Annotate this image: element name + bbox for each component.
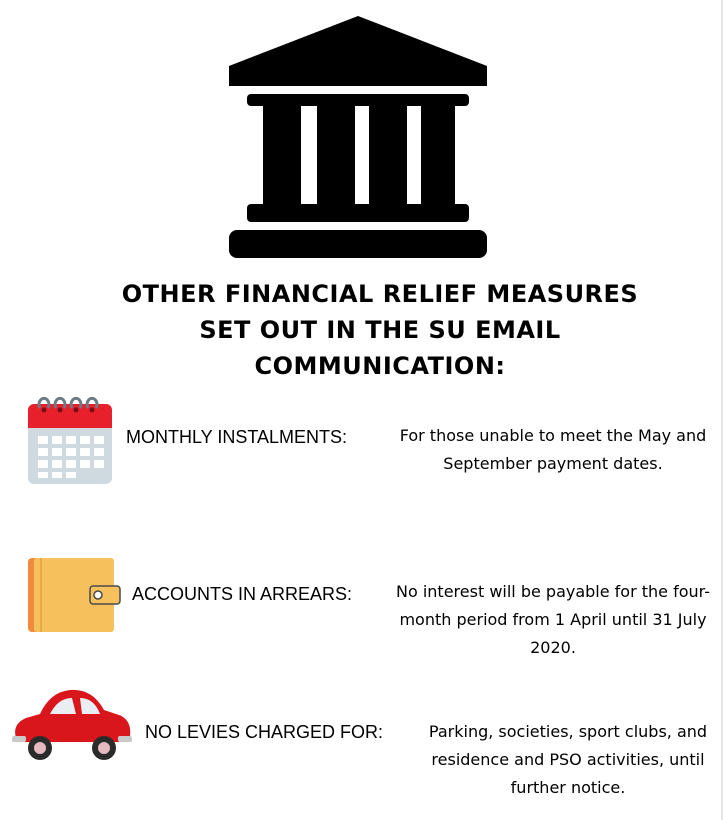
wallet-icon: [26, 556, 122, 634]
monthly-instalments-label: MONTHLY INSTALMENTS:: [126, 427, 348, 447]
calendar-icon: [26, 394, 114, 486]
heading-line: OTHER FINANCIAL RELIEF MEASURES: [121, 280, 639, 308]
accounts-in-arrears-label: ACCOUNTS IN ARREARS:: [132, 584, 353, 604]
description-line: further notice.: [510, 778, 626, 797]
description-line: For those unable to meet the May and: [399, 426, 707, 445]
bank-building-icon: [229, 16, 487, 258]
no-levies-label: NO LEVIES CHARGED FOR:: [145, 722, 384, 742]
description-line: September payment dates.: [443, 454, 663, 473]
description-line: month period from 1 April until 31 July: [399, 610, 707, 629]
page-heading: [60, 276, 700, 384]
heading-line: SET OUT IN THE SU EMAIL: [199, 316, 561, 344]
description-line: Parking, societies, sport clubs, and: [428, 722, 708, 741]
accounts-in-arrears-description: [380, 578, 723, 662]
description-line: 2020.: [530, 638, 576, 657]
car-icon: [10, 688, 134, 762]
no-levies-description: [410, 718, 723, 802]
description-line: No interest will be payable for the four-: [396, 582, 710, 601]
description-line: residence and PSO activities, until: [431, 750, 705, 769]
monthly-instalments-description: [380, 422, 723, 478]
heading-line: COMMUNICATION:: [254, 352, 506, 380]
